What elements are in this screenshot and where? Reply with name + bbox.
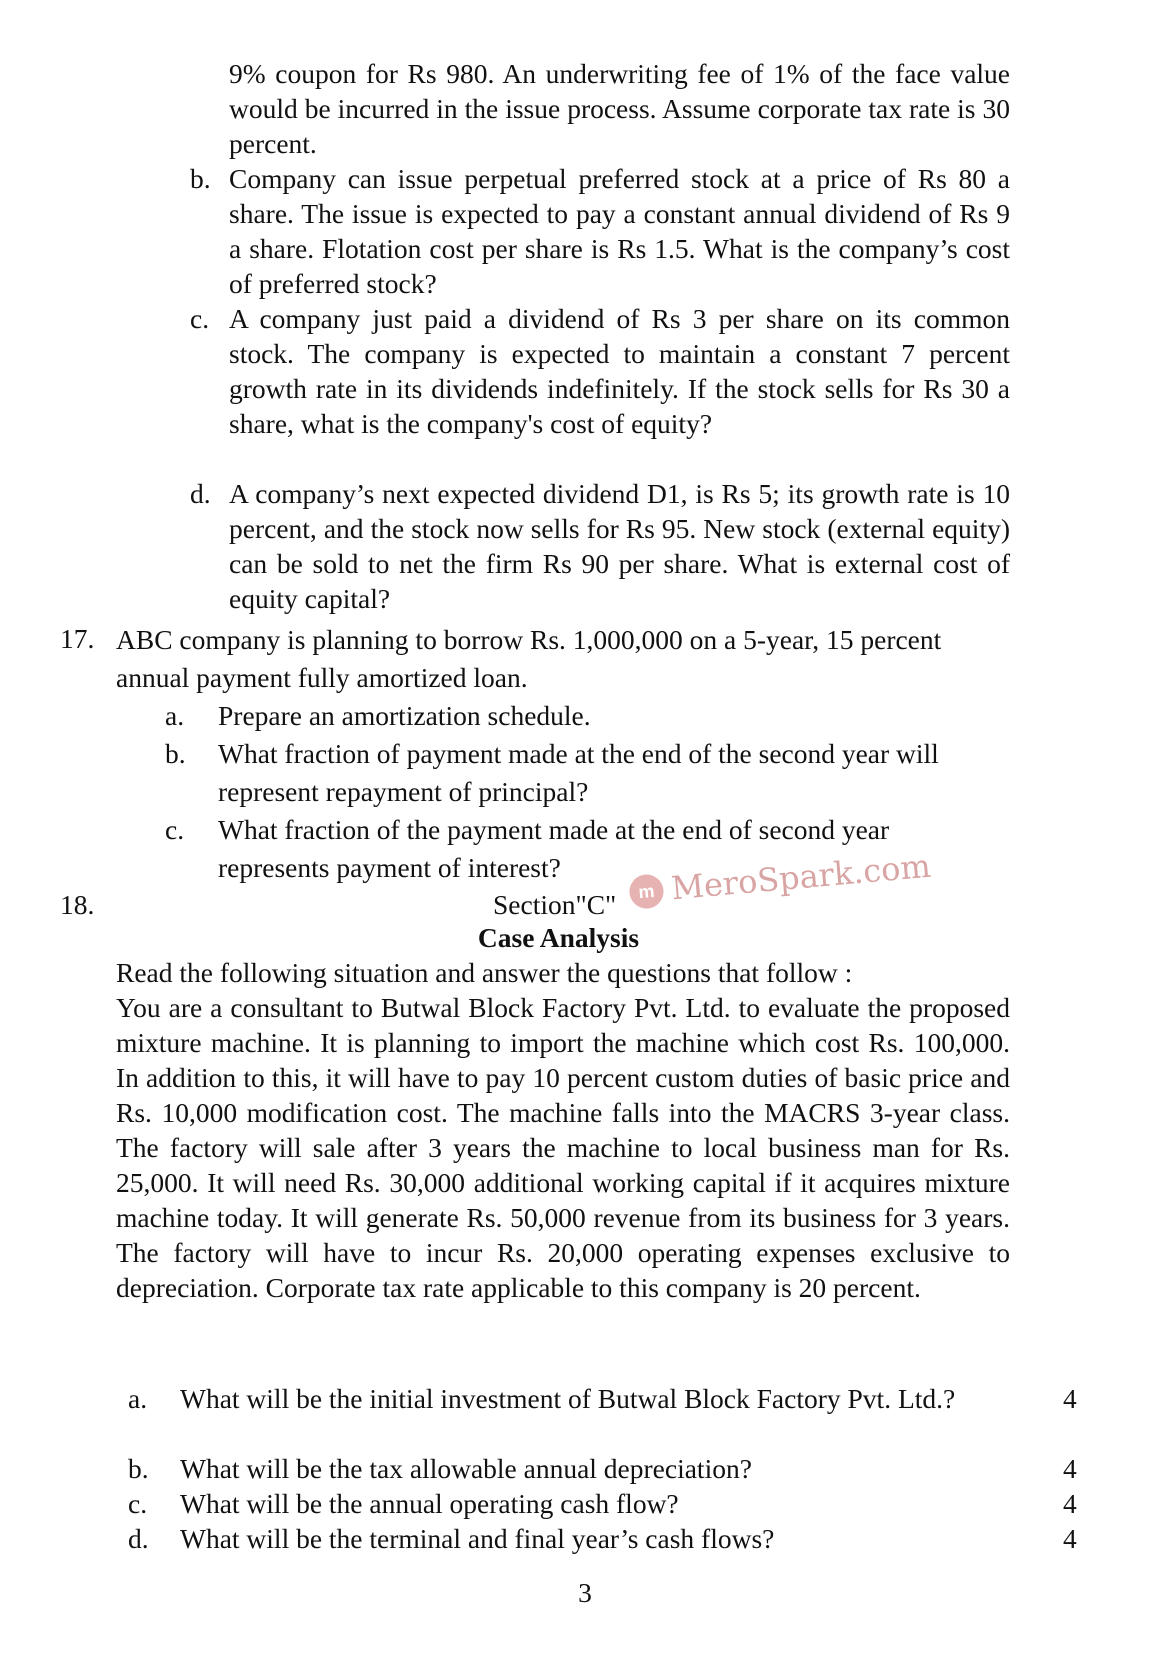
marks-d: 4	[1063, 1523, 1077, 1554]
case-a-label: a.	[128, 1383, 148, 1414]
case-b-text: What will be the tax allowable annual depreciation?	[180, 1453, 752, 1484]
q16-d-label: d.	[190, 478, 211, 509]
watermark-text: MeroSpark.com	[669, 846, 933, 908]
q16-b-text: Company can issue perpetual preferred stock at a price of Rs 80 a share. The issue is expected to pay a constant annual dividend of Rs 9 a share. Flotation cost per share is Rs 1.5. What is the company’s cost of preferred stock?	[229, 163, 1010, 299]
section-title: Section"C"	[493, 889, 617, 920]
case-question-c	[128, 1486, 1015, 1521]
q16-d-text: A company’s next expected dividend D1, is Rs 5; its growth rate is 10 percent, and the stock now sells for Rs 95. New stock (external equity) can be sold to net the firm Rs 90 per share. What is external cost of equity capital?	[229, 478, 1010, 614]
case-c-text: What will be the annual operating cash flow?	[180, 1488, 679, 1519]
q16-item-c	[190, 301, 1010, 441]
q17-a-label: a.	[165, 700, 185, 731]
case-intro: Read the following situation and answer the questions that follow :	[116, 957, 853, 988]
page-number: 3	[578, 1577, 592, 1608]
q17-c-label: c.	[165, 814, 185, 845]
marks-c: 4	[1063, 1488, 1077, 1519]
case-text: You are a consultant to Butwal Block Factory Pvt. Ltd. to evaluate the proposed mixture machine. It is planning to import the machine which cost Rs. 100,000. In addition to this, it will have to pay 10 percent custom duties of basic price and Rs. 10,000 modification cost. The machine falls into the MACRS 3-year class. The factory will sale after 3 years the machine to local business man for Rs. 25,000. It will need Rs. 30,000 additional working capital if it acquires mixture machine today. It will generate Rs. 50,000 revenue from its business for 3 years. The factory will have to incur Rs. 20,000 operating expenses exclusive to depreciation. Corporate tax rate applicable to this company is 20 percent.	[116, 992, 1010, 1303]
q17-a-text: Prepare an amortization schedule.	[218, 700, 591, 731]
q17-text: ABC company is planning to borrow Rs. 1,000,000 on a 5-year, 15 percent annual payment fully amortized loan.	[116, 624, 942, 693]
case-d-text: What will be the terminal and final year’s cash flows?	[180, 1523, 775, 1554]
q16-c-label: c.	[190, 303, 210, 334]
q17-item-b	[165, 735, 975, 811]
q18-number: 18.	[60, 889, 95, 920]
q17-b-label: b.	[165, 738, 186, 769]
case-analysis-heading: Case Analysis	[477, 922, 640, 953]
case-a-text: What will be the initial investment of Butwal Block Factory Pvt. Ltd.?	[180, 1383, 956, 1414]
merospark-logo-icon: m	[628, 873, 665, 910]
q17-item-a	[165, 697, 975, 735]
q16-item-b	[190, 161, 1010, 301]
case-question-b	[128, 1451, 1015, 1486]
case-c-label: c.	[128, 1488, 148, 1519]
q17-b-text: What fraction of payment made at the end of the second year will represent repayment of principal?	[218, 738, 939, 807]
q16-a-continued: 9% coupon for Rs 980. An underwriting fee of 1% of the face value would be incurred in the issue process. Assume corporate tax rate is 30 percent.	[229, 58, 1010, 159]
case-question-d	[128, 1521, 1015, 1556]
q17-number: 17.	[60, 623, 95, 654]
marks-b: 4	[1063, 1453, 1077, 1484]
q17-c-text: What fraction of the payment made at the end of second year represents payment of interest?	[218, 814, 890, 883]
case-d-label: d.	[128, 1523, 149, 1554]
marks-a: 4	[1063, 1383, 1077, 1414]
q16-c-text: A company just paid a dividend of Rs 3 per share on its common stock. The company is expected to maintain a constant 7 percent growth rate in its dividends indefinitely. If the stock sells for Rs 30 a share, what is the company's cost of equity?	[229, 303, 1010, 439]
q16-item-d	[190, 476, 1010, 616]
case-b-label: b.	[128, 1453, 149, 1484]
q16-b-label: b.	[190, 163, 211, 194]
case-question-a	[128, 1381, 1015, 1416]
